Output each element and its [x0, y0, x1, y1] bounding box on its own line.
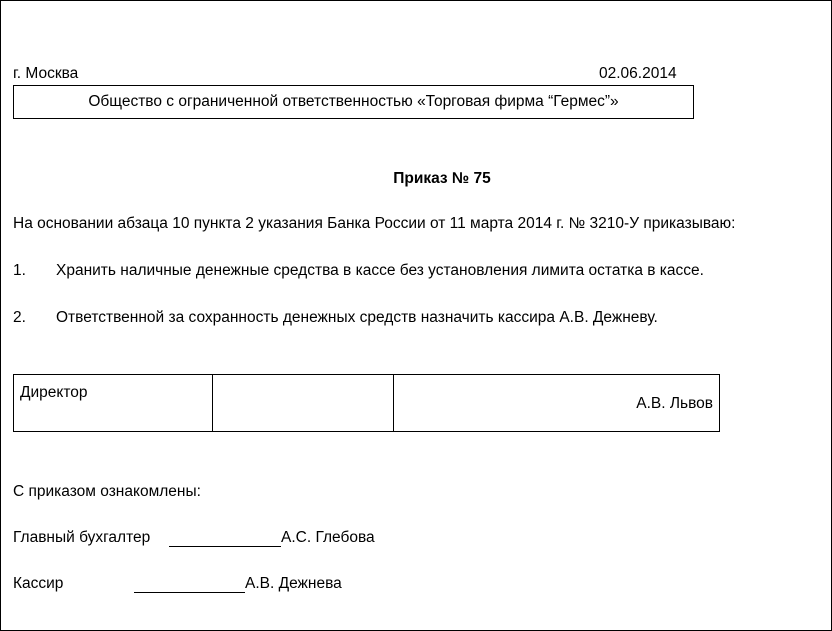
order-date: 02.06.2014: [599, 65, 677, 82]
signature-cell: [213, 375, 394, 432]
list-item-number: 2.: [13, 309, 26, 326]
signature-row: [14, 375, 720, 432]
signature-line: [169, 529, 281, 547]
list-item-text: Хранить наличные денежные средства в кассе без установления лимита остатка в кассе.: [56, 262, 704, 279]
position-label: Директор: [20, 384, 88, 401]
list-item-text: Ответственной за сохранность денежных средств назначить кассира А.В. Дежневу.: [56, 309, 658, 326]
director-name: А.В. Львов: [636, 395, 713, 412]
organization-name: Общество с ограниченной ответственностью «Торговая фирма “Гермес”»: [88, 93, 619, 110]
acknowledger-role: Кассир: [13, 575, 64, 592]
acknowledger-role: Главный бухгалтер: [13, 529, 151, 546]
organization-box: [13, 85, 694, 119]
order-intro: На основании абзаца 10 пункта 2 указания Банка России от 11 марта 2014 г. № 3210-У приказываю:: [13, 215, 736, 232]
city: г. Москва: [13, 65, 79, 82]
acknowledger-name: А.С. Глебова: [281, 529, 375, 546]
list-item-number: 1.: [13, 262, 26, 279]
name-cell: [394, 375, 720, 432]
position-cell: [14, 375, 213, 432]
acknowledger-name: А.В. Дежнева: [245, 575, 342, 592]
signature-table: [13, 374, 720, 432]
signature-line: [134, 575, 245, 593]
acknowledgement-heading: С приказом ознакомлены:: [13, 483, 201, 500]
order-title: Приказ № 75: [393, 170, 491, 187]
